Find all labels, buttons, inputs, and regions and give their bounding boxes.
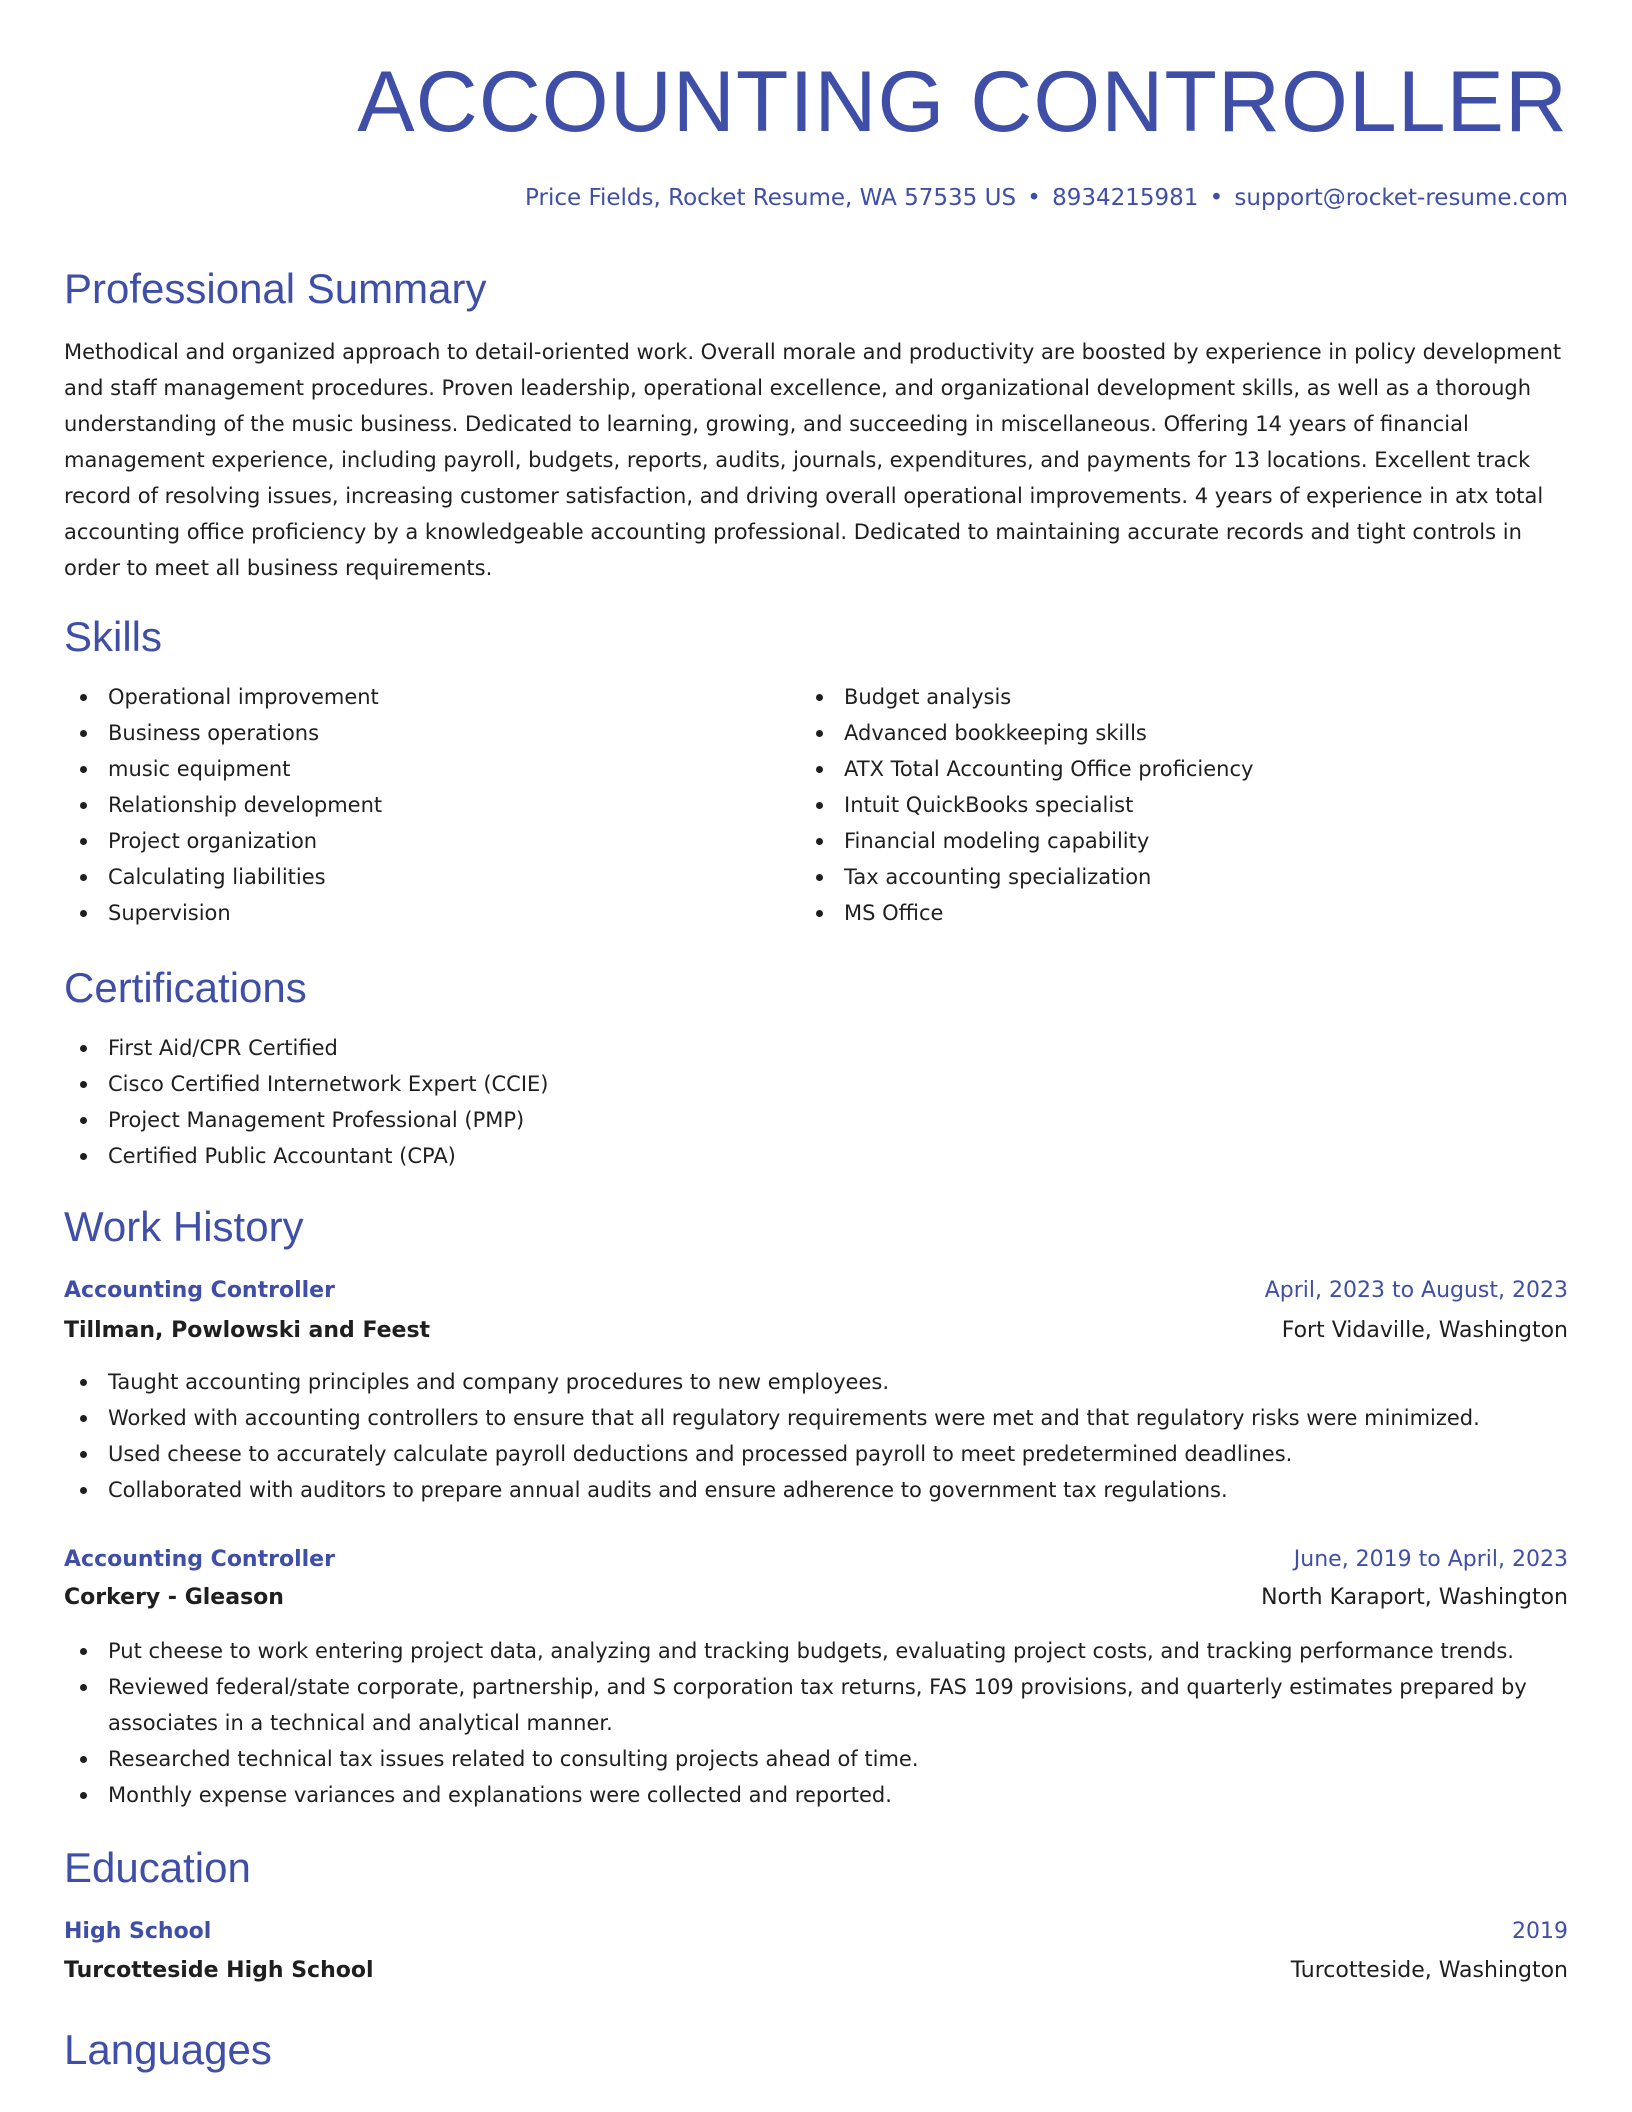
certifications-list xyxy=(64,1030,549,1174)
skill-item: ATX Total Accounting Office proficiency xyxy=(800,751,1253,787)
contact-email[interactable]: support@rocket-resume.com xyxy=(1234,185,1568,211)
job-dates: April, 2023 to August, 2023 xyxy=(1264,1278,1568,1303)
contact-separator: • xyxy=(1209,185,1224,211)
skill-item: Project organization xyxy=(64,823,382,859)
skill-item: Relationship development xyxy=(64,787,382,823)
contact-address: Price Fields, Rocket Resume, WA 57535 US xyxy=(525,185,1017,211)
job-location: North Karaport, Washington xyxy=(1261,1585,1568,1610)
skill-item: Financial modeling capability xyxy=(800,823,1253,859)
contact-phone: 8934215981 xyxy=(1052,185,1199,211)
job-company: Tillman, Powlowski and Feest xyxy=(64,1318,431,1343)
skill-item: Tax accounting specialization xyxy=(800,859,1253,895)
job-company: Corkery - Gleason xyxy=(64,1585,284,1610)
job-bullet: Collaborated with auditors to prepare annual audits and ensure adherence to government tax regulations. xyxy=(64,1472,1568,1508)
job-role: Accounting Controller xyxy=(64,1278,335,1303)
skill-item: Advanced bookkeeping skills xyxy=(800,715,1253,751)
skill-item: Operational improvement xyxy=(64,679,382,715)
resume-name: ACCOUNTING CONTROLLER xyxy=(357,54,1568,150)
certification-item: First Aid/CPR Certified xyxy=(64,1030,549,1066)
skill-item: Calculating liabilities xyxy=(64,859,382,895)
education-location: Turcotteside, Washington xyxy=(1290,1958,1568,1983)
certification-item: Certified Public Accountant (CPA) xyxy=(64,1138,549,1174)
skills-list-left xyxy=(64,679,382,931)
job-bullets xyxy=(64,1633,1568,1813)
section-title-education: Education xyxy=(64,1844,251,1891)
education-school: Turcotteside High School xyxy=(64,1958,374,1983)
education-year: 2019 xyxy=(1512,1919,1568,1944)
education-header xyxy=(64,1914,1568,1950)
skills-list-right xyxy=(800,679,1253,931)
education-degree: High School xyxy=(64,1919,212,1944)
job-bullets xyxy=(64,1364,1568,1508)
job-employer xyxy=(64,1313,1568,1349)
skill-item: Budget analysis xyxy=(800,679,1253,715)
section-title-languages: Languages xyxy=(64,2026,272,2073)
skill-item: music equipment xyxy=(64,751,382,787)
contact-separator: • xyxy=(1027,185,1041,211)
job-bullet: Taught accounting principles and company procedures to new employees. xyxy=(64,1364,1568,1400)
skill-item: Supervision xyxy=(64,895,382,931)
certification-item: Cisco Certified Internetwork Expert (CCIE) xyxy=(64,1066,549,1102)
contact-line xyxy=(525,182,1568,214)
skill-item: Intuit QuickBooks specialist xyxy=(800,787,1253,823)
summary-text: Methodical and organized approach to detail-oriented work. Overall morale and productivity are boosted by experience in policy development and staff management procedures. Proven leadership, operational excellence, and organizational development skills, as well as a thorough understanding of the music business. Dedicated to learning, growing, and succeeding in miscellaneous. Offering 14 years of financial management experience, including payroll, budgets, reports, audits, journals, expenditures, and payments for 13 locations. Excellent track record of resolving issues, increasing customer satisfaction, and driving overall operational improvements. 4 years of experience in atx total accounting office proficiency by a knowledgeable accounting professional. Dedicated to maintaining accurate records and tight controls in order to meet all business requirements. xyxy=(64,340,1562,580)
skill-item: Business operations xyxy=(64,715,382,751)
section-title-skills: Skills xyxy=(64,613,163,660)
section-title-certifications: Certifications xyxy=(64,964,307,1011)
job-location: Fort Vidaville, Washington xyxy=(1281,1318,1568,1343)
job-bullet: Reviewed federal/state corporate, partnership, and S corporation tax returns, FAS 109 provisions, and quarterly estimates prepared by associates in a technical and analytical manner. xyxy=(64,1669,1568,1741)
job-bullet: Monthly expense variances and explanations were collected and reported. xyxy=(64,1777,1568,1813)
job-role: Accounting Controller xyxy=(64,1547,335,1572)
section-title-work-history: Work History xyxy=(64,1203,304,1250)
certification-item: Project Management Professional (PMP) xyxy=(64,1102,549,1138)
job-dates: June, 2019 to April, 2023 xyxy=(1293,1547,1568,1572)
job-header xyxy=(64,1273,1568,1309)
job-employer xyxy=(64,1580,1568,1616)
job-bullet: Worked with accounting controllers to ensure that all regulatory requirements were met and that regulatory risks were minimized. xyxy=(64,1400,1568,1436)
education-school-row xyxy=(64,1953,1568,1989)
job-bullet: Put cheese to work entering project data, analyzing and tracking budgets, evaluating project costs, and tracking performance trends. xyxy=(64,1633,1568,1669)
skill-item: MS Office xyxy=(800,895,1253,931)
job-header xyxy=(64,1542,1568,1578)
job-bullet: Used cheese to accurately calculate payroll deductions and processed payroll to meet predetermined deadlines. xyxy=(64,1436,1568,1472)
job-bullet: Researched technical tax issues related to consulting projects ahead of time. xyxy=(64,1741,1568,1777)
section-title-summary: Professional Summary xyxy=(64,265,487,312)
